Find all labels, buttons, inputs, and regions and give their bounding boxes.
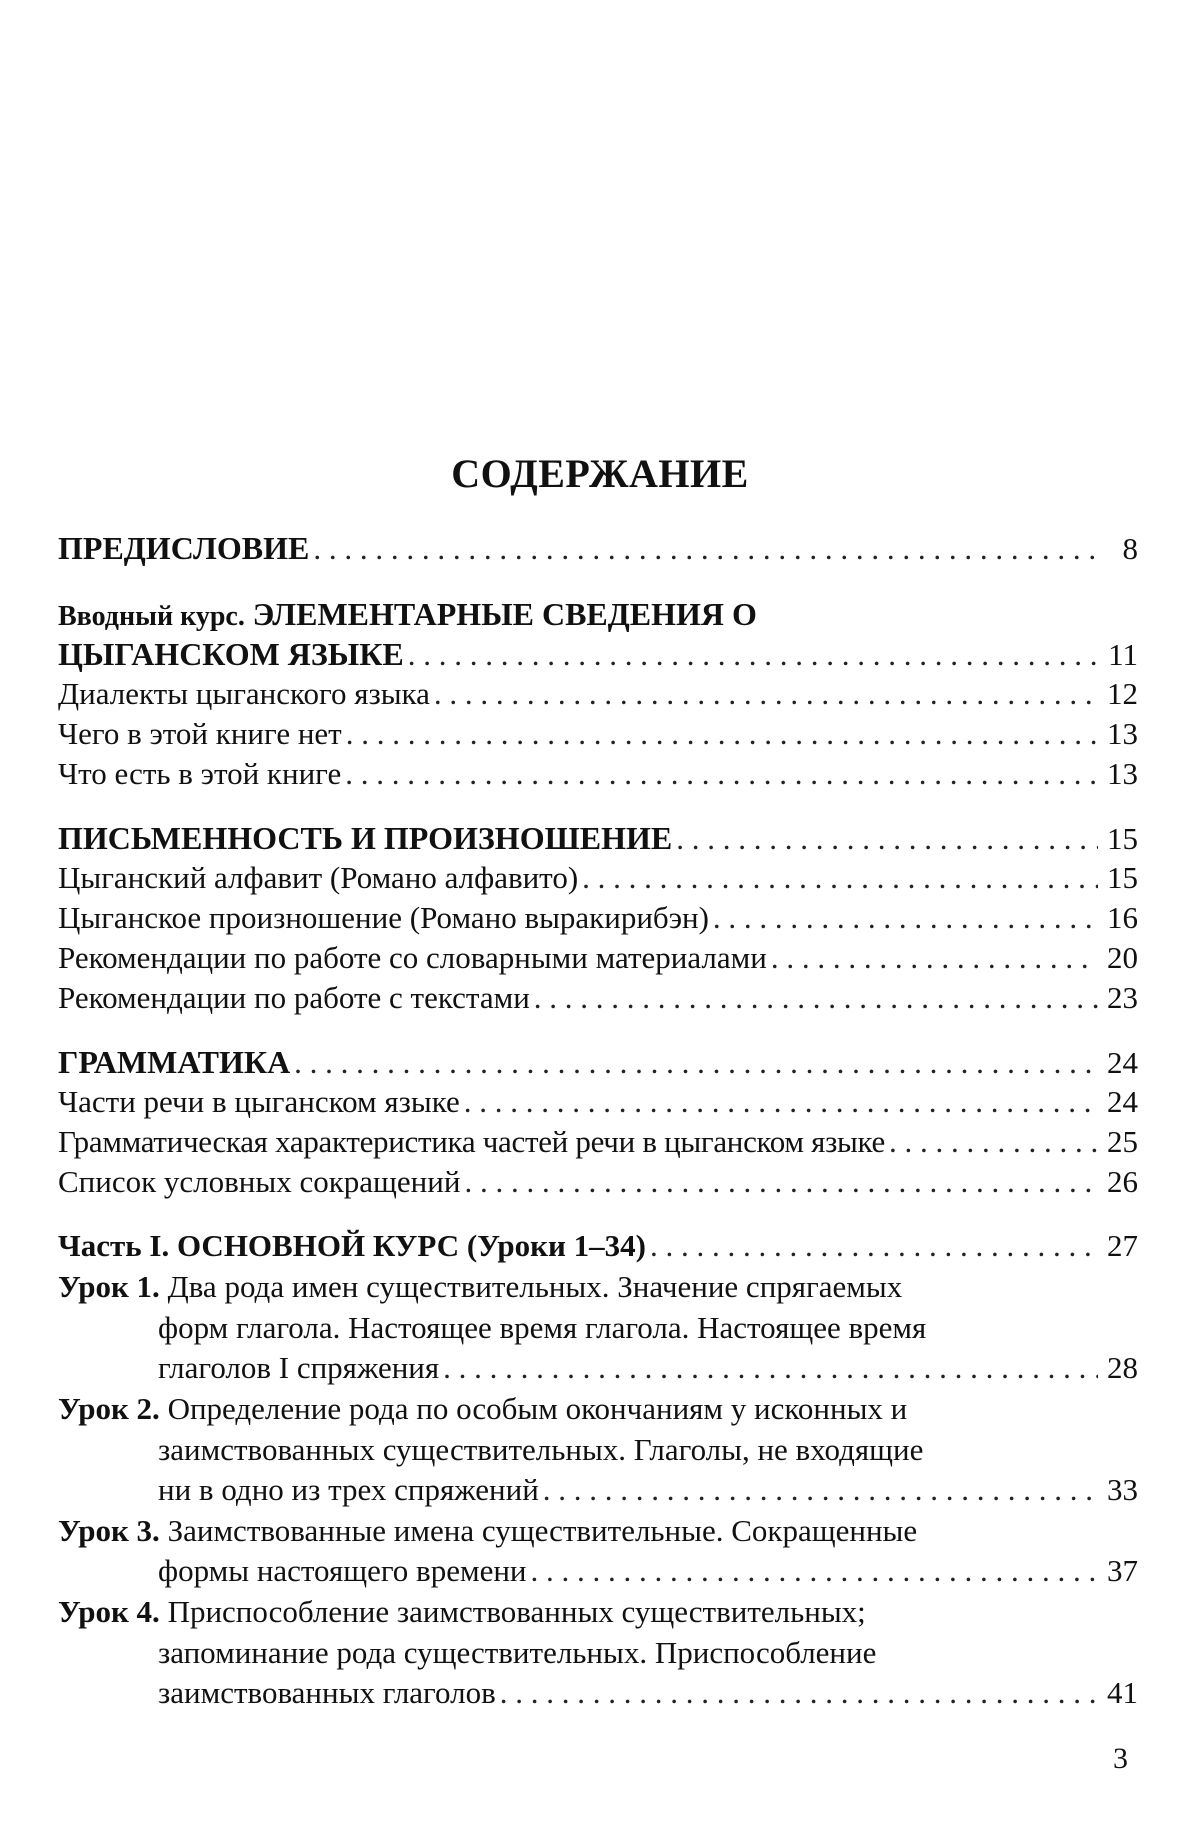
- toc-entry-label: Цыганское произношение (Романо выракирибэн): [58, 900, 709, 935]
- toc-entry-lesson-2[interactable]: [58, 1388, 1138, 1510]
- toc-leader-dots: [543, 1470, 1098, 1510]
- lesson-title-line: глаголов I спряжения: [158, 1350, 440, 1385]
- lesson-label: Урок 4.: [58, 1594, 160, 1629]
- toc-entry-page: 24: [1107, 1045, 1138, 1080]
- toc-entry-label: Чего в этой книге нет: [58, 716, 342, 751]
- toc-entry-page: 27: [1107, 1228, 1138, 1263]
- lesson-label: Урок 2.: [58, 1391, 160, 1426]
- toc-leader-dots: [676, 819, 1098, 859]
- toc-entry-page: 13: [1107, 756, 1138, 791]
- toc-leader-dots: [346, 714, 1098, 754]
- table-of-contents: [58, 528, 1138, 1713]
- toc-entry-label: Диалекты цыганского языка: [58, 676, 430, 711]
- toc-entry-label: Рекомендации по работе со словарными материалами: [58, 940, 767, 975]
- toc-entry-pronunciation[interactable]: [58, 898, 1138, 938]
- lesson-title-line: ни в одно из трех спряжений: [158, 1472, 539, 1507]
- toc-entry-label: ПИСЬМЕННОСТЬ И ПРОИЗНОШЕНИЕ: [58, 820, 673, 856]
- toc-entry-label: Часть I. ОСНОВНОЙ КУРС (Уроки 1–34): [58, 1228, 646, 1263]
- toc-leader-dots: [464, 1082, 1098, 1122]
- toc-entry-in-book[interactable]: [58, 754, 1138, 794]
- toc-entry-page: 15: [1107, 821, 1138, 856]
- lesson-title-line: запоминание рода существительных. Приспособление: [158, 1635, 877, 1670]
- toc-entry-page: 37: [1107, 1553, 1138, 1588]
- toc-entry-page: 23: [1107, 980, 1138, 1015]
- lesson-title-line: Определение рода по особым окончаниям у исконных и: [167, 1391, 908, 1426]
- lesson-title-line: формы настоящего времени: [158, 1553, 527, 1588]
- toc-entry-intro-course[interactable]: [58, 594, 1138, 674]
- toc-entry-label: Что есть в этой книге: [58, 756, 342, 791]
- toc-entry-label: Рекомендации по работе с текстами: [58, 980, 530, 1015]
- lesson-label: Урок 1.: [58, 1269, 160, 1304]
- toc-entry-dialects[interactable]: [58, 674, 1138, 714]
- toc-entry-page: 13: [1107, 716, 1138, 751]
- toc-entry-prefix: Вводный курс.: [58, 601, 245, 632]
- toc-leader-dots: [313, 529, 1098, 569]
- toc-leader-dots: [345, 754, 1098, 794]
- toc-leader-dots: [889, 1122, 1098, 1162]
- toc-entry-text-tips[interactable]: [58, 978, 1138, 1018]
- toc-entry-label: Список условных сокращений: [58, 1164, 461, 1199]
- toc-leader-dots: [443, 1348, 1098, 1388]
- toc-leader-dots: [531, 1551, 1098, 1591]
- toc-entry-parts-of-speech[interactable]: [58, 1082, 1138, 1122]
- toc-entry-label-line2: ЦЫГАНСКОМ ЯЗЫКЕ: [58, 636, 404, 672]
- toc-entry-page: 41: [1107, 1675, 1138, 1710]
- toc-entry-page: 26: [1107, 1164, 1138, 1199]
- toc-entry-alphabet[interactable]: [58, 858, 1138, 898]
- toc-entry-label-line1: ЭЛЕМЕНТАРНЫЕ СВЕДЕНИЯ О: [252, 596, 757, 632]
- toc-entry-preface[interactable]: [58, 528, 1138, 568]
- toc-leader-dots: [582, 858, 1098, 898]
- toc-entry-label: ГРАММАТИКА: [58, 1044, 291, 1080]
- toc-entry-page: 20: [1107, 940, 1138, 975]
- lesson-title-line: заимствованных глаголов: [158, 1675, 496, 1710]
- toc-leader-dots: [434, 674, 1098, 714]
- toc-entry-page: 16: [1107, 900, 1138, 935]
- toc-entry-writing[interactable]: [58, 818, 1138, 858]
- toc-entry-part-one[interactable]: [58, 1226, 1138, 1266]
- lesson-title-line: Два рода имен существительных. Значение спрягаемых: [167, 1269, 903, 1304]
- page-number: 3: [1113, 1742, 1128, 1775]
- toc-entry-page: 24: [1107, 1084, 1138, 1119]
- toc-leader-dots: [500, 1673, 1098, 1713]
- toc-leader-dots: [771, 938, 1098, 978]
- toc-leader-dots: [464, 1162, 1098, 1202]
- toc-entry-dictionary-tips[interactable]: [58, 938, 1138, 978]
- toc-entry-abbreviations[interactable]: [58, 1162, 1138, 1202]
- toc-entry-lesson-4[interactable]: [58, 1591, 1138, 1713]
- toc-entry-grammar-characteristics[interactable]: [58, 1122, 1138, 1162]
- toc-leader-dots: [713, 898, 1098, 938]
- lesson-title-line: форм глагола. Настоящее время глагола. Настоящее время: [158, 1310, 927, 1345]
- toc-leader-dots: [408, 635, 1098, 675]
- toc-entry-page: 11: [1108, 637, 1138, 672]
- toc-leader-dots: [650, 1226, 1098, 1266]
- toc-entry-page: 8: [1122, 531, 1138, 566]
- toc-entry-lesson-3[interactable]: [58, 1510, 1138, 1591]
- toc-entry-label: Части речи в цыганском языке: [58, 1084, 460, 1119]
- lesson-label: Урок 3.: [58, 1513, 160, 1548]
- toc-entry-page: 12: [1107, 676, 1138, 711]
- toc-entry-page: 25: [1107, 1124, 1138, 1159]
- toc-leader-dots: [534, 978, 1098, 1018]
- toc-entry-label: ПРЕДИСЛОВИЕ: [58, 530, 310, 566]
- toc-entry-page: 15: [1107, 860, 1138, 895]
- toc-entry-label: Цыганский алфавит (Романо алфавито): [58, 860, 579, 895]
- lesson-title-line: Приспособление заимствованных существительных;: [167, 1594, 866, 1629]
- toc-leader-dots: [294, 1043, 1098, 1083]
- page-title: СОДЕРЖАНИЕ: [451, 451, 749, 496]
- toc-entry-label: Грамматическая характеристика частей речи в цыганском языке: [58, 1124, 885, 1159]
- toc-entry-page: 33: [1107, 1472, 1138, 1507]
- lesson-title-line: Заимствованные имена существительные. Сокращенные: [167, 1513, 918, 1548]
- toc-entry-page: 28: [1107, 1350, 1138, 1385]
- toc-entry-lesson-1[interactable]: [58, 1266, 1138, 1388]
- toc-entry-not-in-book[interactable]: [58, 714, 1138, 754]
- toc-entry-grammar[interactable]: [58, 1042, 1138, 1082]
- lesson-title-line: заимствованных существительных. Глаголы, не входящие: [158, 1432, 924, 1467]
